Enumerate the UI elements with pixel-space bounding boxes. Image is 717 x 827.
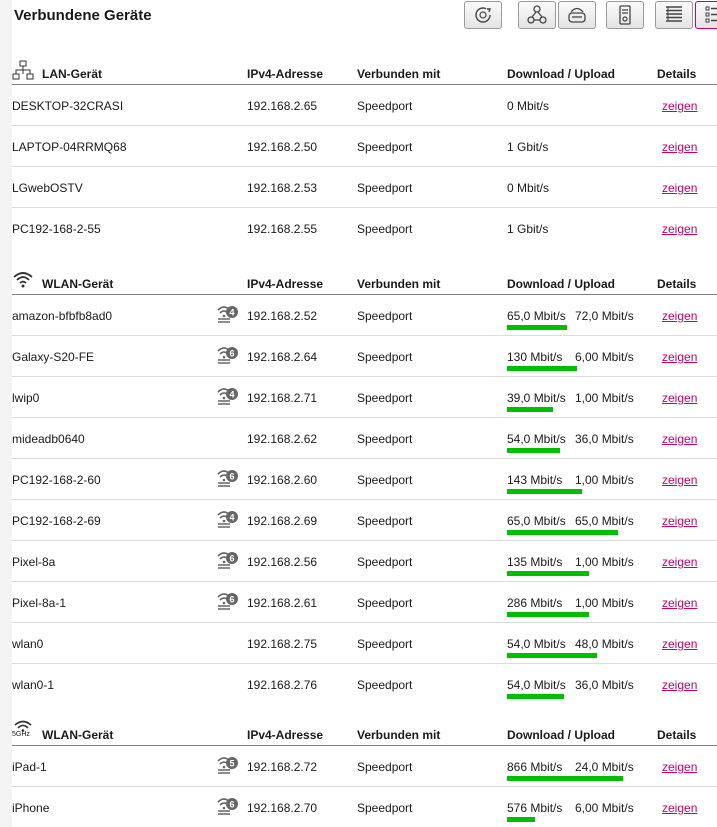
device-name: amazon-bfbfb8ad0 <box>12 309 113 323</box>
ip-address: 192.168.2.60 <box>247 473 318 487</box>
download-rate: 135 Mbit/s <box>507 555 563 569</box>
device-name: PC192-168-2-69 <box>12 514 101 528</box>
download-rate: 65,0 Mbit/s <box>507 309 566 323</box>
detail-list-view-button[interactable] <box>695 1 717 29</box>
wlan-5ghz-devices-table <box>12 709 717 827</box>
download-rate: 576 Mbit/s <box>507 801 563 815</box>
table-row <box>12 664 717 704</box>
details-link[interactable]: zeigen <box>662 678 698 692</box>
connected-to: Speedport <box>357 637 413 651</box>
connected-to: Speedport <box>357 555 413 569</box>
wifi-6-icon <box>217 591 239 613</box>
wifi-6-icon <box>217 796 239 818</box>
connected-to: Speedport <box>357 309 413 323</box>
wifi-5-icon <box>217 755 239 777</box>
connected-to: Speedport <box>357 391 413 405</box>
connected-to: Speedport <box>357 432 413 446</box>
ip-address: 192.168.2.55 <box>247 222 318 236</box>
connected-column-header: Verbunden mit <box>357 728 441 742</box>
table-row <box>12 418 717 459</box>
detail-list-view-icon <box>703 4 717 26</box>
upload-rate: 72,0 Mbit/s <box>575 309 634 323</box>
wlan-5ghz-table-header <box>12 709 717 746</box>
signal-bar <box>507 571 589 576</box>
table-row <box>12 167 717 208</box>
ip-address: 192.168.2.53 <box>247 181 318 195</box>
details-link[interactable]: zeigen <box>662 222 698 236</box>
device-name: mideadb0640 <box>12 432 85 446</box>
connected-to: Speedport <box>357 181 413 195</box>
device-name: iPad-1 <box>12 760 47 774</box>
refresh-button[interactable] <box>464 1 502 29</box>
signal-bar <box>507 817 535 822</box>
svg-text:4: 4 <box>229 389 235 400</box>
wifi-6-icon <box>217 468 239 490</box>
details-link[interactable]: zeigen <box>662 555 698 569</box>
details-link[interactable]: zeigen <box>662 760 698 774</box>
svg-text:6: 6 <box>229 348 235 359</box>
router-icon <box>566 4 588 26</box>
list-view-icon <box>663 4 685 26</box>
connected-to: Speedport <box>357 514 413 528</box>
details-link[interactable]: zeigen <box>662 801 698 815</box>
download-rate: 0 Mbit/s <box>507 181 550 195</box>
ip-address: 192.168.2.72 <box>247 760 318 774</box>
details-column-header: Details <box>657 728 697 742</box>
ip-address: 192.168.2.75 <box>247 637 318 651</box>
connected-to: Speedport <box>357 801 413 815</box>
table-row <box>12 85 717 126</box>
device-name: iPhone <box>12 801 50 815</box>
download-rate: 54,0 Mbit/s <box>507 637 566 651</box>
wifi-4-icon <box>217 304 239 326</box>
table-row <box>12 500 717 541</box>
network-topology-button[interactable] <box>518 1 556 29</box>
details-link[interactable]: zeigen <box>662 637 698 651</box>
ip-column-header: IPv4-Adresse <box>247 67 324 81</box>
table-row <box>12 336 717 377</box>
table-row <box>12 623 717 664</box>
download-rate: 54,0 Mbit/s <box>507 432 566 446</box>
download-rate: 1 Gbit/s <box>507 222 549 236</box>
signal-bar <box>507 407 553 412</box>
table-row <box>12 377 717 418</box>
upload-rate: 48,0 Mbit/s <box>575 637 634 651</box>
signal-bar <box>507 489 582 494</box>
page-title: Verbundene Geräte <box>14 7 152 24</box>
wifi-6-icon <box>217 550 239 572</box>
connected-to: Speedport <box>357 678 413 692</box>
list-view-button[interactable] <box>655 1 693 29</box>
upload-rate: 1,00 Mbit/s <box>575 473 634 487</box>
lan-device-column-header: LAN-Gerät <box>42 67 103 81</box>
wifi-4-icon <box>217 509 239 531</box>
svg-text:5: 5 <box>229 758 235 769</box>
signal-bar <box>507 325 567 330</box>
details-link[interactable]: zeigen <box>662 140 698 154</box>
signal-bar <box>507 612 589 617</box>
device-name: wlan0 <box>12 637 44 651</box>
details-link[interactable]: zeigen <box>662 432 698 446</box>
connected-to: Speedport <box>357 99 413 113</box>
details-link[interactable]: zeigen <box>662 350 698 364</box>
download-rate: 286 Mbit/s <box>507 596 563 610</box>
ip-address: 192.168.2.71 <box>247 391 318 405</box>
connected-column-header: Verbunden mit <box>357 277 441 291</box>
device-name: LAPTOP-04RRMQ68 <box>12 140 127 154</box>
table-row <box>12 541 717 582</box>
ip-address: 192.168.2.65 <box>247 99 318 113</box>
upload-rate: 1,00 Mbit/s <box>575 555 634 569</box>
ip-address: 192.168.2.52 <box>247 309 318 323</box>
device-name: wlan0-1 <box>12 678 55 692</box>
table-row <box>12 295 717 336</box>
signal-bar <box>507 694 564 699</box>
ip-address: 192.168.2.50 <box>247 140 318 154</box>
connected-column-header: Verbunden mit <box>357 67 441 81</box>
signal-bar <box>507 366 577 371</box>
svg-text:4: 4 <box>229 512 235 523</box>
speed-column-header: Download / Upload <box>507 277 615 291</box>
ip-address: 192.168.2.61 <box>247 596 318 610</box>
wifi-4-icon <box>217 386 239 408</box>
wifi-icon <box>12 269 34 291</box>
lan-devices-table <box>12 48 717 248</box>
upload-rate: 36,0 Mbit/s <box>575 432 634 446</box>
download-rate: 143 Mbit/s <box>507 473 563 487</box>
connected-to: Speedport <box>357 140 413 154</box>
download-rate: 65,0 Mbit/s <box>507 514 566 528</box>
ip-column-header: IPv4-Adresse <box>247 728 324 742</box>
svg-text:6: 6 <box>229 594 235 605</box>
refresh-icon <box>472 4 494 26</box>
details-link[interactable]: zeigen <box>662 99 698 113</box>
connected-to: Speedport <box>357 596 413 610</box>
band-label: 5GHz <box>12 731 30 738</box>
speed-column-header: Download / Upload <box>507 728 615 742</box>
svg-text:6: 6 <box>229 553 235 564</box>
ip-address: 192.168.2.56 <box>247 555 318 569</box>
signal-bar <box>507 653 597 658</box>
connected-to: Speedport <box>357 760 413 774</box>
wlan-table-header <box>12 258 717 295</box>
ip-address: 192.168.2.76 <box>247 678 318 692</box>
device-button[interactable] <box>606 1 644 29</box>
download-rate: 130 Mbit/s <box>507 350 563 364</box>
svg-text:4: 4 <box>229 307 235 318</box>
device-name: Pixel-8a <box>12 555 56 569</box>
download-rate: 1 Gbit/s <box>507 140 549 154</box>
wifi-6-icon <box>217 345 239 367</box>
upload-rate: 36,0 Mbit/s <box>575 678 634 692</box>
table-row <box>12 582 717 623</box>
table-row <box>12 459 717 500</box>
signal-bar <box>507 776 623 781</box>
network-topology-icon <box>526 4 548 26</box>
ip-address: 192.168.2.70 <box>247 801 318 815</box>
details-column-header: Details <box>657 67 697 81</box>
upload-rate: 65,0 Mbit/s <box>575 514 634 528</box>
upload-rate: 6,00 Mbit/s <box>575 350 634 364</box>
table-row <box>12 126 717 167</box>
details-link[interactable]: zeigen <box>662 473 698 487</box>
ip-address: 192.168.2.64 <box>247 350 318 364</box>
ip-address: 192.168.2.62 <box>247 432 318 446</box>
details-link[interactable]: zeigen <box>662 181 698 195</box>
svg-text:6: 6 <box>229 799 235 810</box>
speed-column-header: Download / Upload <box>507 67 615 81</box>
signal-bar <box>507 448 560 453</box>
table-row <box>12 787 717 827</box>
download-rate: 0 Mbit/s <box>507 99 550 113</box>
left-edge-strip <box>0 0 12 827</box>
download-rate: 39,0 Mbit/s <box>507 391 566 405</box>
download-rate: 54,0 Mbit/s <box>507 678 566 692</box>
details-link[interactable]: zeigen <box>662 514 698 528</box>
device-icon <box>614 4 636 26</box>
upload-rate: 24,0 Mbit/s <box>575 760 634 774</box>
device-name: Galaxy-S20-FE <box>12 350 95 364</box>
upload-rate: 1,00 Mbit/s <box>575 596 634 610</box>
wlan-5ghz-device-column-header: WLAN-Gerät <box>42 728 114 742</box>
wlan-devices-table <box>12 258 717 704</box>
signal-bar <box>507 530 618 535</box>
download-rate: 866 Mbit/s <box>507 760 563 774</box>
svg-text:6: 6 <box>229 471 235 482</box>
details-link[interactable]: zeigen <box>662 596 698 610</box>
ip-address: 192.168.2.69 <box>247 514 318 528</box>
table-row <box>12 746 717 787</box>
lan-table-header <box>12 48 717 85</box>
device-name: Pixel-8a-1 <box>12 596 67 610</box>
table-row <box>12 208 717 248</box>
connected-to: Speedport <box>357 350 413 364</box>
connected-to: Speedport <box>357 473 413 487</box>
details-column-header: Details <box>657 277 697 291</box>
details-link[interactable]: zeigen <box>662 391 698 405</box>
ip-column-header: IPv4-Adresse <box>247 277 324 291</box>
details-link[interactable]: zeigen <box>662 309 698 323</box>
wlan-device-column-header: WLAN-Gerät <box>42 277 114 291</box>
device-name: DESKTOP-32CRASI <box>12 99 124 113</box>
device-name: PC192-168-2-60 <box>12 473 101 487</box>
router-button[interactable] <box>558 1 596 29</box>
device-name: lwip0 <box>12 391 40 405</box>
connected-to: Speedport <box>357 222 413 236</box>
upload-rate: 1,00 Mbit/s <box>575 391 634 405</box>
device-name: LGwebOSTV <box>12 181 83 195</box>
device-name: PC192-168-2-55 <box>12 222 101 236</box>
lan-network-icon <box>12 59 34 81</box>
upload-rate: 6,00 Mbit/s <box>575 801 634 815</box>
